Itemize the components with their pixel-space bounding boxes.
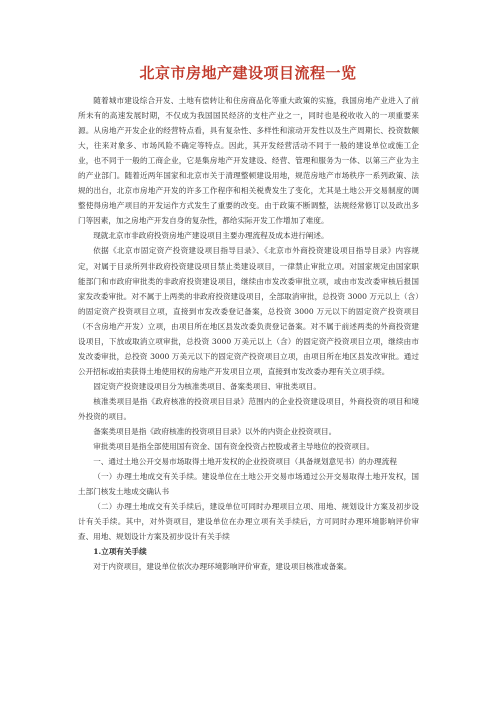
paragraph-step-2: （二）办理土地成交有关手续后，建设单位可同时办理项目立项、用地、规划设计方案及初步设计有关手续。其中，对外资项目，建设单位在办理立项有关手续后，方可同时办理环境影响评价审查、用地、规划设计方案及初步设计有关手续 — [78, 502, 419, 542]
paragraph-domestic: 对于内资项目，建设单位依次办理环境影响评价审查，建设项目核准或备案。 — [93, 562, 352, 572]
paragraph-review-type: 审批类项目是指全部使用国有资金、国有资金投资占控股或者主导地位的投资项目。 — [93, 442, 375, 452]
document-body — [78, 93, 419, 575]
paragraph-overview: 现就北京市非政府投资房地产建设项目主要办理流程及成本进行阐述。 — [93, 231, 329, 241]
paragraph-step-1: （一）办理土地成交有关手续。建设单位在土地公开交易市场通过公开交易取得土地开发权，国土部门核发土地成交确认书 — [78, 472, 419, 497]
paragraph-policy: 依据《北京市固定资产投资建设项目指导目录》、《北京市外商投资建设项目指导目录》内容规定，对属于目录所列非政府投资建设项目禁止类建设项目，一律禁止审批立项。对国家规定由国家职能部门和市政府审批类的非政府投资建设项目，继续由市发改委审批立项，或由市发改委审核后报国家发改委审批。对不属于上两类的非政府投资建设项目，全部取消审批，总投资 3000 万元以上（含）的固定资产投资项目立项，直接到市发改委登记备案，总投资 3000 万元以下的固定资产投资项目（不含房地产开发）立项，由项目所在地区县发改委负责登记备案。对不属于前述两类的外商投资建设项目，下放或取消立项审批，总投资 3000 万美元以上（含）的固定资产投资项目立项，继续由市发改委审批，总投资 3000 万美元以下的固定资产投资项目立项，由项目所在地区县发改审批。通过公开招标或拍卖获得土地使用权的房地产开发项目立项，直接到市发改委办理有关立项手续。 — [78, 246, 419, 376]
subheading-1: 1.立项有关手续 — [93, 547, 147, 557]
paragraph-approval-type: 核准类项目是指《政府核准的投资项目目录》范围内的企业投资建设项目，外商投资的项目和境外投资的项目。 — [78, 396, 419, 421]
paragraph-project-types: 固定资产投资建设项目分为核准类项目、备案类项目、审批类项目。 — [93, 381, 321, 391]
section-heading-1: 一、通过土地公开交易市场取得土地开发权的企业投资项目（具备规划意见书）的办理流程 — [93, 457, 397, 467]
paragraph-filing-type: 备案类项目是指《政府核准的投资项目目录》以外的内资企业投资项目。 — [93, 427, 337, 437]
paragraph-intro: 随着城市建设综合开发、土地有偿转让和住房商品化等重大政策的实施，我国房地产业进入了前所未有的高速发展时期，不仅成为我国国民经济的支柱产业之一，同时也是税收收入的一项重要来源。从房地产开发企业的经营特点看，具有复杂性、多样性和滚动开发性以及生产周期长、投资数额大，往来对象多、市场风险不确定等特点。因此，其开发经营活动不同于一般的建设单位或施工企业，也不同于一般的工商企业，它是集房地产开发建设、经营、管理和服务为一体、以第三产业为主的产业部门。随着近两年国家和北京市关于清理整顿建设用地，规范房地产市场秩序一系列政策、法规的出台，北京市房地产开发的许多工作程序和相关税费发生了变化，尤其是土地公开交易制度的调整使得房地产项目的开发运作方式发生了重要的改变。由于政策不断调整，法规经常修订以及政出多门等因素，加之房地产开发自身的复杂性，都给实际开发工作增加了难度。 — [78, 96, 419, 226]
document-title: 北京市房地产建设项目流程一览 — [139, 64, 357, 82]
